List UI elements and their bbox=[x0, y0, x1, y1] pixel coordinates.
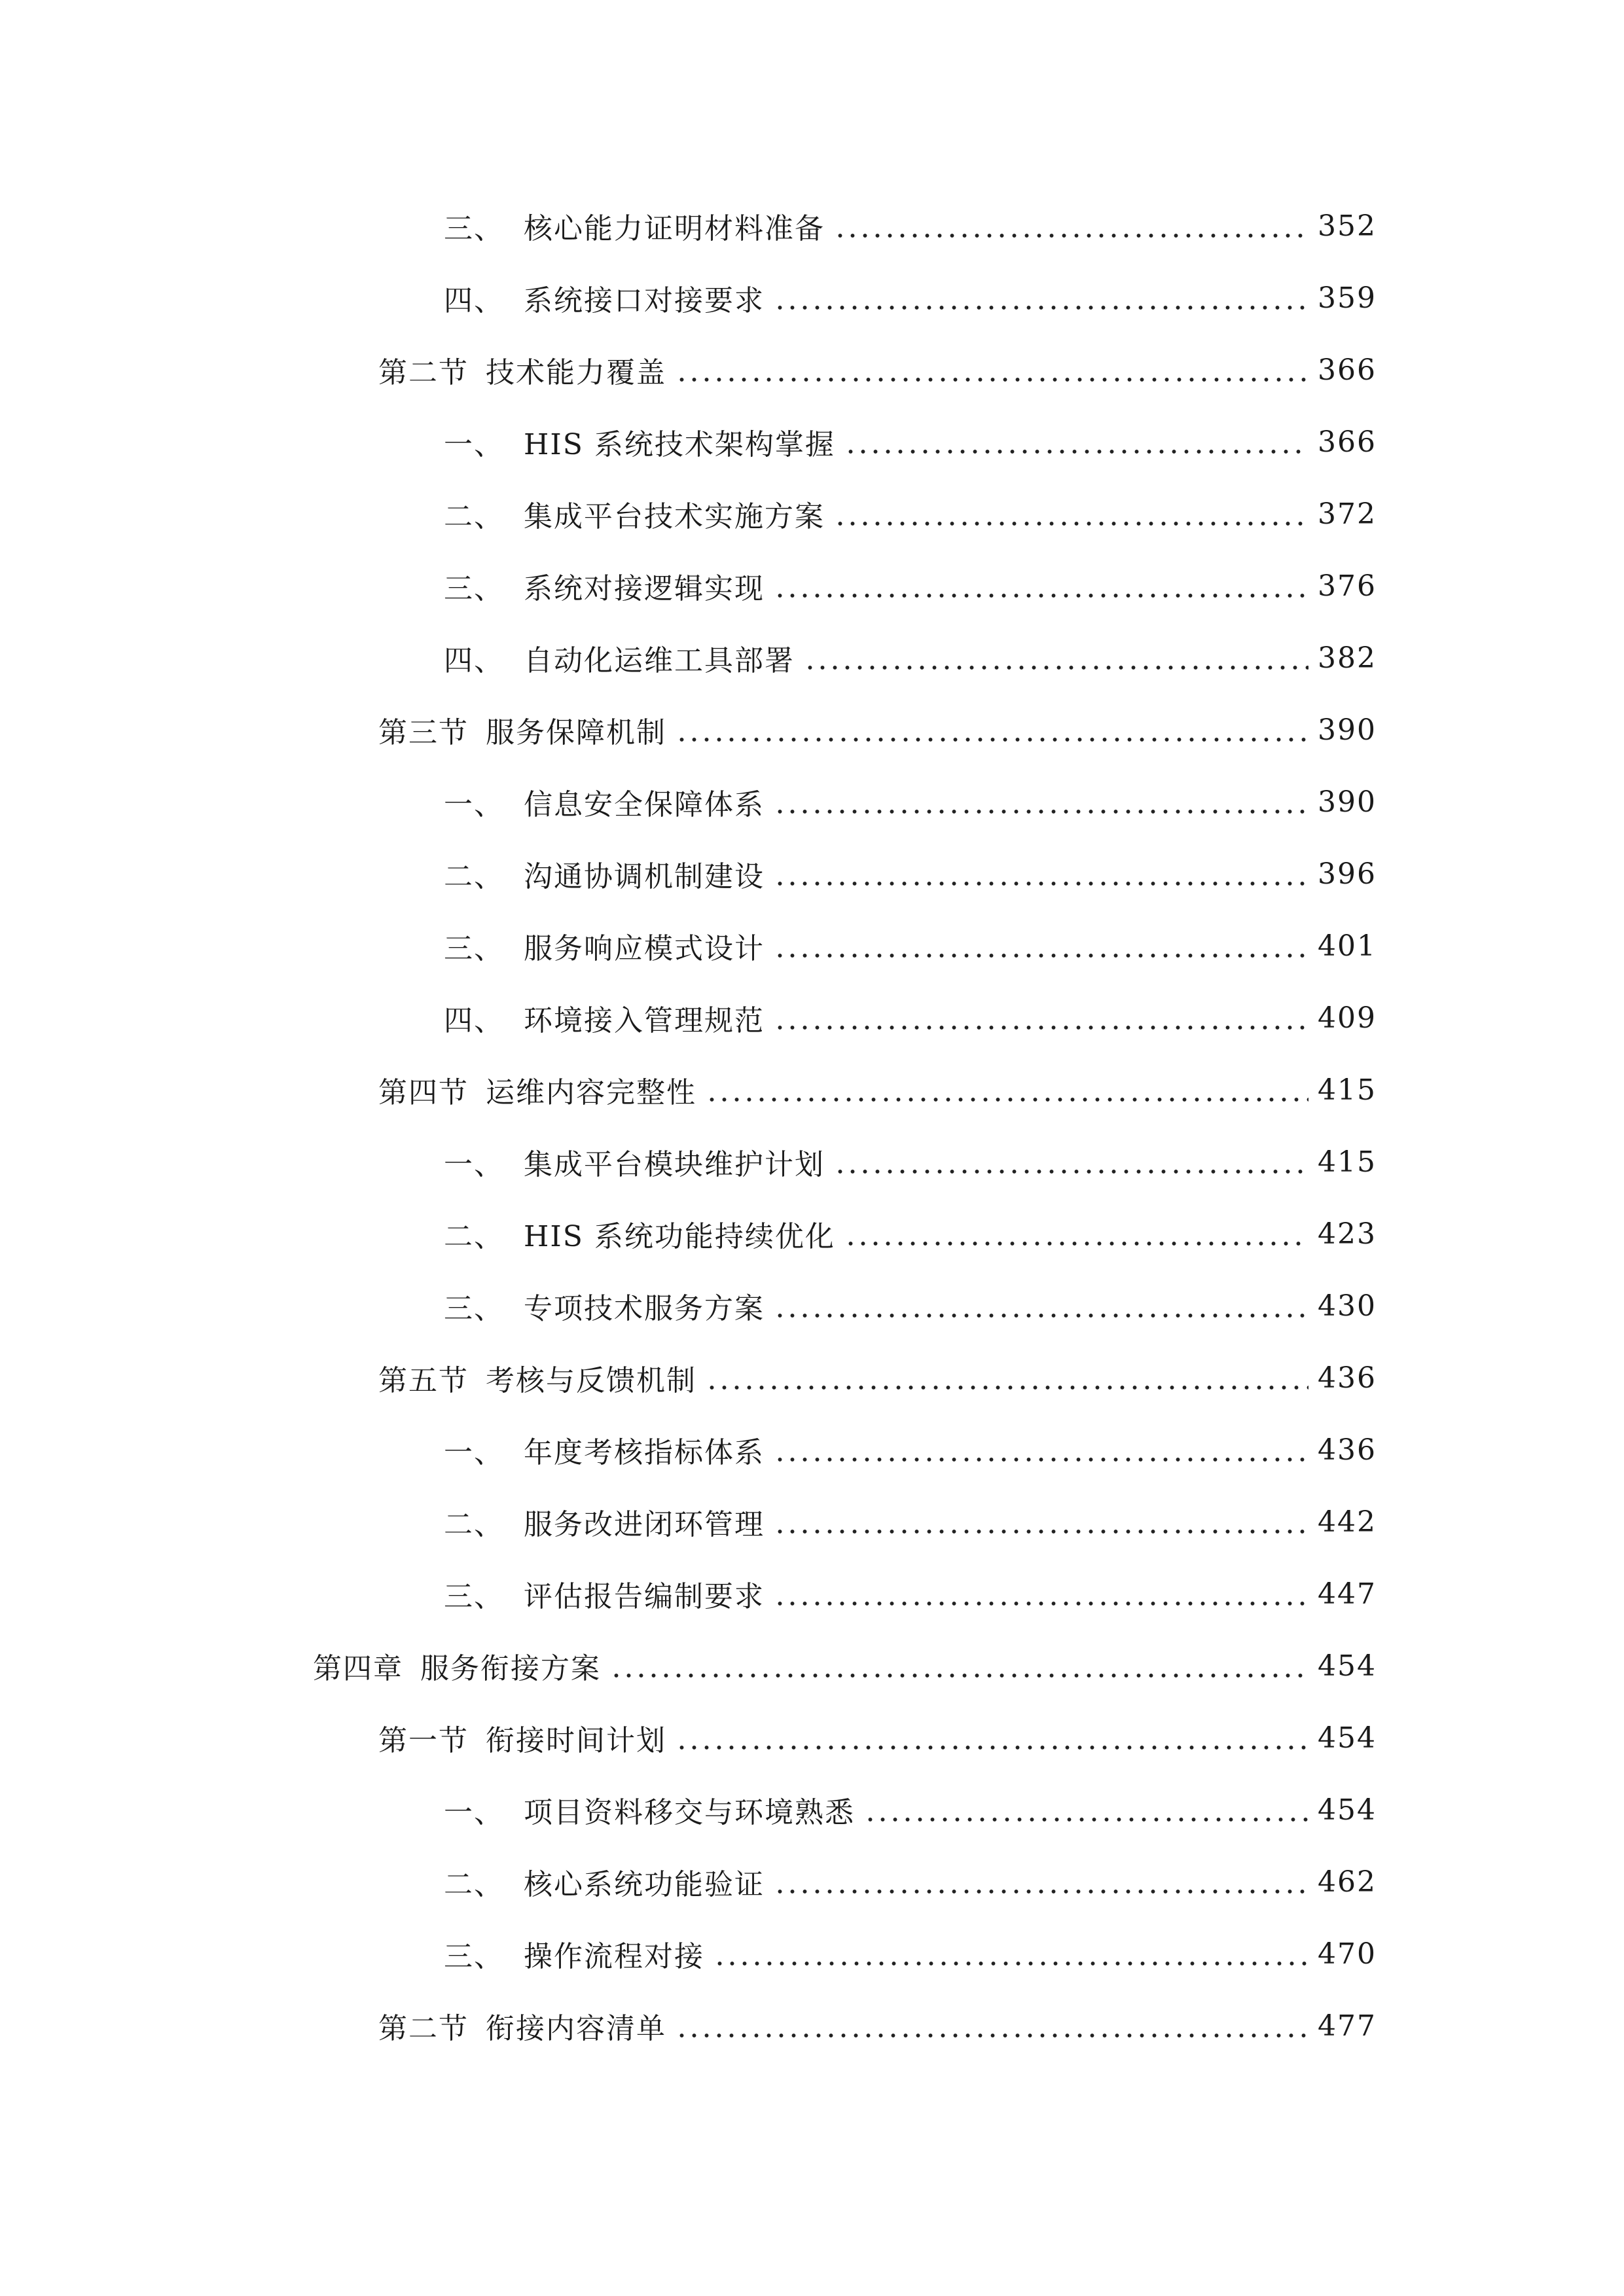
toc-entry[interactable] bbox=[0, 982, 1624, 1054]
toc-dot-leader bbox=[676, 355, 1308, 384]
toc-entry[interactable] bbox=[0, 550, 1624, 622]
toc-dot-leader bbox=[610, 1651, 1308, 1680]
toc-dot-leader bbox=[774, 1003, 1308, 1032]
toc-entry-number: 第三节 bbox=[378, 716, 469, 749]
toc-dot-leader bbox=[774, 1579, 1308, 1608]
toc-entry-title: 衔接时间计划 bbox=[486, 1724, 666, 1757]
toc-entry-title: 考核与反馈机制 bbox=[486, 1364, 696, 1397]
toc-entry-number: 四、 bbox=[444, 1004, 504, 1037]
toc-entry-number: 四、 bbox=[444, 284, 504, 317]
toc-dot-leader bbox=[676, 715, 1308, 744]
toc-dot-leader bbox=[676, 2011, 1308, 2040]
toc-entry-page: 366 bbox=[1318, 425, 1377, 459]
toc-entry[interactable] bbox=[0, 1198, 1624, 1270]
toc-entry-number: 三、 bbox=[444, 1292, 504, 1325]
toc-entry-title: 服务响应模式设计 bbox=[524, 932, 765, 965]
toc-entry[interactable] bbox=[0, 1846, 1624, 1918]
toc-entry[interactable] bbox=[0, 1630, 1624, 1702]
toc-entry-title: 环境接入管理规范 bbox=[524, 1004, 765, 1037]
toc-entry[interactable] bbox=[0, 1774, 1624, 1846]
toc-entry-title: 自动化运维工具部署 bbox=[524, 644, 795, 677]
toc-entry[interactable] bbox=[0, 1558, 1624, 1630]
toc-entry[interactable] bbox=[0, 334, 1624, 406]
toc-entry-title: 服务改进闭环管理 bbox=[524, 1508, 765, 1541]
toc-entry-page: 359 bbox=[1318, 281, 1377, 315]
toc-dot-leader bbox=[774, 1867, 1308, 1896]
toc-entry-title: 集成平台模块维护计划 bbox=[524, 1148, 825, 1181]
toc-entry-number: 二、 bbox=[444, 500, 504, 533]
toc-entry-title: 年度考核指标体系 bbox=[524, 1436, 765, 1469]
toc-entry-page: 372 bbox=[1318, 497, 1377, 531]
toc-entry-title: HIS 系统功能持续优化 bbox=[524, 1220, 835, 1253]
toc-entry[interactable] bbox=[0, 1126, 1624, 1198]
toc-entry-number: 一、 bbox=[444, 1436, 504, 1469]
toc-entry-number: 一、 bbox=[444, 1148, 504, 1181]
toc-entry-number: 第一节 bbox=[378, 1724, 469, 1757]
toc-entry-number: 三、 bbox=[444, 932, 504, 965]
toc-entry[interactable] bbox=[0, 838, 1624, 910]
toc-entry-title: 系统接口对接要求 bbox=[524, 284, 765, 317]
toc-entry-number: 三、 bbox=[444, 572, 504, 605]
toc-entry-number: 二、 bbox=[444, 1220, 504, 1253]
toc-entry-page: 447 bbox=[1318, 1577, 1377, 1611]
toc-dot-leader bbox=[774, 1435, 1308, 1464]
toc-entry-page: 390 bbox=[1318, 713, 1377, 747]
toc-entry-number: 第四章 bbox=[313, 1652, 403, 1685]
toc-entry-title: 服务衔接方案 bbox=[420, 1652, 601, 1685]
toc-entry[interactable] bbox=[0, 910, 1624, 982]
toc-entry-title: 信息安全保障体系 bbox=[524, 788, 765, 821]
toc-entry-page: 436 bbox=[1318, 1361, 1377, 1395]
toc-entry-title: 评估报告编制要求 bbox=[524, 1580, 765, 1613]
toc-entry[interactable] bbox=[0, 694, 1624, 766]
toc-dot-leader bbox=[774, 1291, 1308, 1320]
toc-entry-number: 二、 bbox=[444, 860, 504, 893]
table-of-contents bbox=[0, 190, 1624, 2062]
toc-entry-title: 技术能力覆盖 bbox=[486, 356, 666, 389]
toc-entry[interactable] bbox=[0, 766, 1624, 838]
toc-entry-number: 第四节 bbox=[378, 1076, 469, 1109]
toc-entry[interactable] bbox=[0, 406, 1624, 478]
toc-entry-title: 核心系统功能验证 bbox=[524, 1868, 765, 1901]
toc-dot-leader bbox=[774, 931, 1308, 960]
toc-entry-page: 366 bbox=[1318, 353, 1377, 387]
toc-dot-leader bbox=[864, 1795, 1308, 1824]
toc-entry-number: 二、 bbox=[444, 1868, 504, 1901]
toc-entry-number: 三、 bbox=[444, 1940, 504, 1973]
toc-entry[interactable] bbox=[0, 1702, 1624, 1774]
toc-dot-leader bbox=[774, 787, 1308, 816]
toc-dot-leader bbox=[844, 1219, 1308, 1248]
toc-entry-page: 401 bbox=[1318, 929, 1377, 963]
toc-entry-title: 核心能力证明材料准备 bbox=[524, 212, 825, 245]
toc-entry-number: 四、 bbox=[444, 644, 504, 677]
toc-entry-page: 423 bbox=[1318, 1217, 1377, 1251]
toc-entry-number: 三、 bbox=[444, 212, 504, 245]
toc-entry-title: 沟通协调机制建设 bbox=[524, 860, 765, 893]
toc-entry-page: 462 bbox=[1318, 1865, 1377, 1899]
toc-entry-page: 390 bbox=[1318, 785, 1377, 819]
toc-entry-page: 470 bbox=[1318, 1937, 1377, 1971]
toc-entry-page: 454 bbox=[1318, 1793, 1377, 1827]
toc-entry[interactable] bbox=[0, 1342, 1624, 1414]
toc-dot-leader bbox=[844, 427, 1308, 456]
toc-entry-title: 服务保障机制 bbox=[486, 716, 666, 749]
toc-entry[interactable] bbox=[0, 190, 1624, 262]
toc-entry-page: 454 bbox=[1318, 1721, 1377, 1755]
toc-dot-leader bbox=[774, 1507, 1308, 1536]
toc-entry[interactable] bbox=[0, 1918, 1624, 1990]
toc-entry-title: 操作流程对接 bbox=[524, 1940, 704, 1973]
toc-entry-page: 415 bbox=[1318, 1145, 1377, 1179]
toc-entry-number: 二、 bbox=[444, 1508, 504, 1541]
toc-entry[interactable] bbox=[0, 1270, 1624, 1342]
toc-entry[interactable] bbox=[0, 1990, 1624, 2062]
toc-entry-number: 一、 bbox=[444, 1796, 504, 1829]
toc-entry-number: 第五节 bbox=[378, 1364, 469, 1397]
toc-dot-leader bbox=[774, 571, 1308, 600]
toc-entry-title: 集成平台技术实施方案 bbox=[524, 500, 825, 533]
toc-entry[interactable] bbox=[0, 1054, 1624, 1126]
toc-dot-leader bbox=[774, 283, 1308, 312]
toc-entry-number: 第二节 bbox=[378, 356, 469, 389]
toc-entry-page: 382 bbox=[1318, 641, 1377, 675]
toc-entry-page: 415 bbox=[1318, 1073, 1377, 1107]
toc-dot-leader bbox=[834, 499, 1308, 528]
toc-dot-leader bbox=[713, 1939, 1308, 1968]
toc-dot-leader bbox=[706, 1363, 1308, 1392]
toc-entry-title: 项目资料移交与环境熟悉 bbox=[524, 1796, 855, 1829]
toc-entry-number: 一、 bbox=[444, 788, 504, 821]
toc-entry-number: 第二节 bbox=[378, 2012, 469, 2045]
toc-entry-page: 376 bbox=[1318, 569, 1377, 603]
toc-entry[interactable] bbox=[0, 1414, 1624, 1486]
toc-entry-page: 454 bbox=[1318, 1649, 1377, 1683]
toc-entry[interactable] bbox=[0, 622, 1624, 694]
toc-entry-page: 430 bbox=[1318, 1289, 1377, 1323]
toc-entry-number: 三、 bbox=[444, 1580, 504, 1613]
toc-entry-title: 专项技术服务方案 bbox=[524, 1292, 765, 1325]
toc-entry-page: 436 bbox=[1318, 1433, 1377, 1467]
toc-entry[interactable] bbox=[0, 478, 1624, 550]
toc-entry-page: 442 bbox=[1318, 1505, 1377, 1539]
toc-entry-title: 衔接内容清单 bbox=[486, 2012, 666, 2045]
toc-dot-leader bbox=[804, 643, 1308, 672]
toc-entry-page: 409 bbox=[1318, 1001, 1377, 1035]
toc-entry-page: 352 bbox=[1318, 209, 1377, 243]
toc-entry-title: 运维内容完整性 bbox=[486, 1076, 696, 1109]
toc-entry-page: 396 bbox=[1318, 857, 1377, 891]
toc-entry-title: 系统对接逻辑实现 bbox=[524, 572, 765, 605]
toc-entry[interactable] bbox=[0, 262, 1624, 334]
toc-dot-leader bbox=[676, 1723, 1308, 1752]
toc-entry-title: HIS 系统技术架构掌握 bbox=[524, 428, 835, 461]
toc-entry-number: 一、 bbox=[444, 428, 504, 461]
toc-dot-leader bbox=[774, 859, 1308, 888]
toc-dot-leader bbox=[834, 1147, 1308, 1176]
toc-entry[interactable] bbox=[0, 1486, 1624, 1558]
toc-dot-leader bbox=[834, 211, 1308, 240]
toc-dot-leader bbox=[706, 1075, 1308, 1104]
toc-entry-page: 477 bbox=[1318, 2009, 1377, 2043]
